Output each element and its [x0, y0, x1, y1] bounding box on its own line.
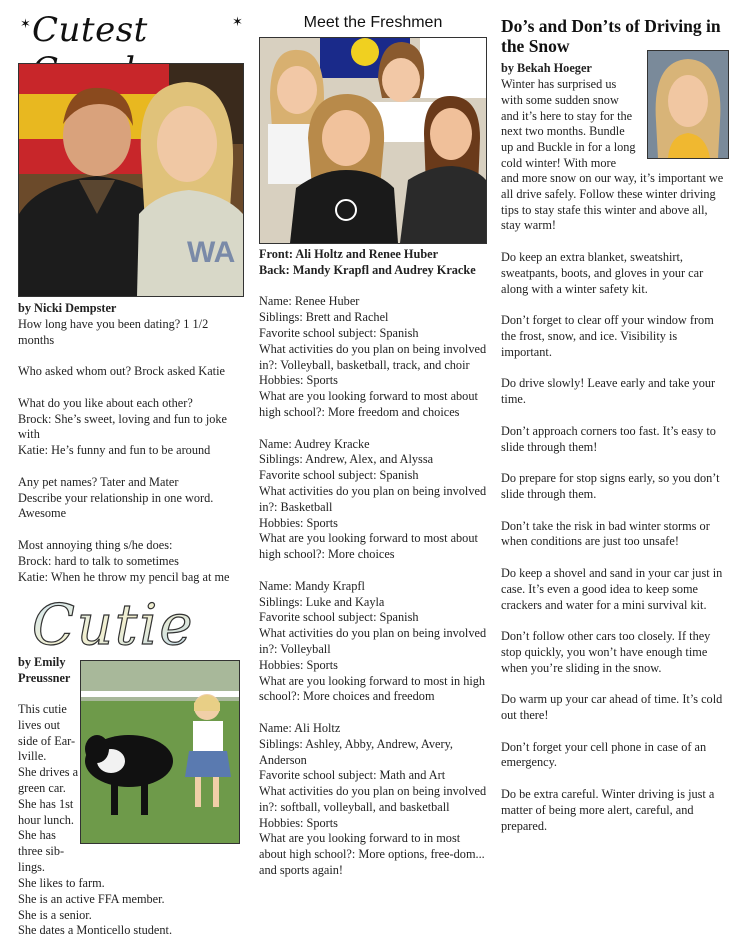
driving-tip: Don’t forget your cell phone in case of an emergency. [501, 739, 707, 770]
text-line: She dates a Monticello student. [18, 923, 173, 938]
text-line: She is a senior. [18, 907, 92, 922]
driving-tip: Don’t take the risk in bad winter storms or when conditions are just too unsafe! [501, 518, 710, 549]
text-line: up and Buckle in for a long [501, 140, 636, 155]
driving-tip: Don’t forget to clear off your window from the frost, snow, and ice. Visibility is important. [501, 313, 714, 359]
couple-photo [18, 63, 244, 297]
text-line: with some sudden snow [501, 92, 619, 107]
driving-tip: Do keep a shovel and sand in your car just in case. It’s even a good idea to keep some crackers and water for a mini survival kit. [501, 565, 723, 612]
star-icon: ✶ [232, 14, 243, 29]
text-line: lings. [18, 859, 45, 874]
driving-tip: Do drive slowly! Leave early and take your time. [501, 376, 716, 407]
driving-byline: by Bekah Hoeger [501, 61, 592, 75]
text-line: hour lunch. [18, 812, 75, 827]
driving-intro-wrapped [501, 77, 646, 172]
driving-tip: Do be extra careful. Winter driving is just a matter of being more alert, careful, and prepared. [501, 787, 715, 833]
cutie-title: Cutie [32, 596, 195, 652]
text-line: She has [18, 828, 56, 843]
freshmen-photo-caption: Front: Ali Holtz and Renee Huber Back: Mandy Krapfl and Audrey Kracke [259, 247, 476, 277]
cutie-title-art [28, 596, 243, 652]
freshmen-title: Meet the Freshmen [303, 14, 443, 31]
freshman-profile: Name: Mandy Krapfl Siblings: Luke and Kayla Favorite school subject: Spanish What activities do you plan on being involved in?: Volleyball Hobbies: Sports What are you looking forward to most in high school?: More choices and freedom [259, 578, 487, 704]
driving-tip: Do warm up your car ahead of time. It’s cold out there! [501, 692, 723, 723]
cutie-byline: by Emily Preussner [18, 655, 71, 685]
text-line: This cutie [18, 702, 67, 716]
text-line: She has 1st [18, 796, 74, 811]
freshman-profile: Name: Audrey Kracke Siblings: Andrew, Alex, and Alyssa Favorite school subject: Spanish What activities do you plan on being involved in?: Basketball Hobbies: Sports What are you looking forward to most about high school?: More choices [259, 436, 487, 562]
cutest-couple-byline: by Nicki Dempster [18, 301, 117, 315]
interview-answer: Most annoying thing s/he does: Brock: hard to talk to sometimes Katie: When he throw my pencil bag at me [18, 537, 230, 584]
cutie-photo [80, 660, 240, 844]
text-line: cold winter! With more [501, 155, 617, 170]
freshman-profile: Name: Ali Holtz Siblings: Ashley, Abby, Andrew, Avery, Anderson Favorite school subject: Math and Art What activities do you plan on being involved in?: softball, volleyball, and basketball Hobbies: Sports What are you looking forward to in most about high school?: More options, free-dom... and sports again! [259, 720, 487, 878]
text-line: Winter has surprised us [501, 77, 617, 91]
interview-answer: Any pet names? Tater and Mater Describe your relationship in one word. Awesome [18, 474, 214, 521]
driving-tip: Do prepare for stop signs early, so you don’t slide through them. [501, 471, 720, 501]
text-line: She is an active FFA member. [18, 891, 165, 906]
cutie-wrapped-text [18, 702, 80, 876]
star-icon: ✶ [20, 16, 31, 31]
interview-answer: Who asked whom out? Brock asked Katie [18, 364, 225, 379]
text-line: She likes to farm. [18, 876, 105, 890]
text-line: and it’s here to stay for the [501, 108, 633, 123]
text-line: three sib- [18, 844, 65, 859]
text-line: lville. [18, 749, 47, 764]
text-line: next two months. Bundle [501, 124, 625, 139]
interview-answer: What do you like about each other? Brock: She’s sweet, loving and fun to joke with Katie: He’s funny and fun to be around [18, 395, 228, 458]
driving-intro: and more snow on our way, it’s important we all drive safely. Follow these winter driving tips to stay stafe this winter and above all, stay warm! [501, 171, 724, 233]
author-photo [647, 50, 729, 159]
driving-title: Do’s and Don’ts of Driving in the Snow [501, 16, 721, 56]
cutie-text [18, 876, 246, 939]
text-line: green car. [18, 780, 66, 795]
driving-tip: Do keep an extra blanket, sweatshirt, sweatpants, boots, and gloves in your car along with a winter safety kit. [501, 249, 704, 296]
driving-tip: Don’t approach corners too fast. It’s easy to slide through them! [501, 423, 716, 454]
text-line: lives out [18, 717, 61, 732]
freshmen-photo [259, 37, 487, 244]
interview-answer: How long have you been dating? 1 1/2 months [18, 316, 209, 347]
driving-tip: Don’t follow other cars too closely. If they stop quickly, you won’t have enough time when you’re sliding in the snow. [501, 629, 711, 675]
cutest-couple-title: Cutest [32, 10, 148, 50]
freshman-profile: Name: Renee Huber Siblings: Brett and Rachel Favorite school subject: Spanish What activities do you plan on being involved in?: Volleyball, basketball, track, and choir Hobbies: Sports What are you looking forward to most about high school?: More freedom and choices [259, 294, 487, 419]
svg-text:WA: WA [187, 236, 236, 269]
text-line: She drives a [18, 765, 79, 780]
text-line: side of Ear- [18, 733, 76, 748]
